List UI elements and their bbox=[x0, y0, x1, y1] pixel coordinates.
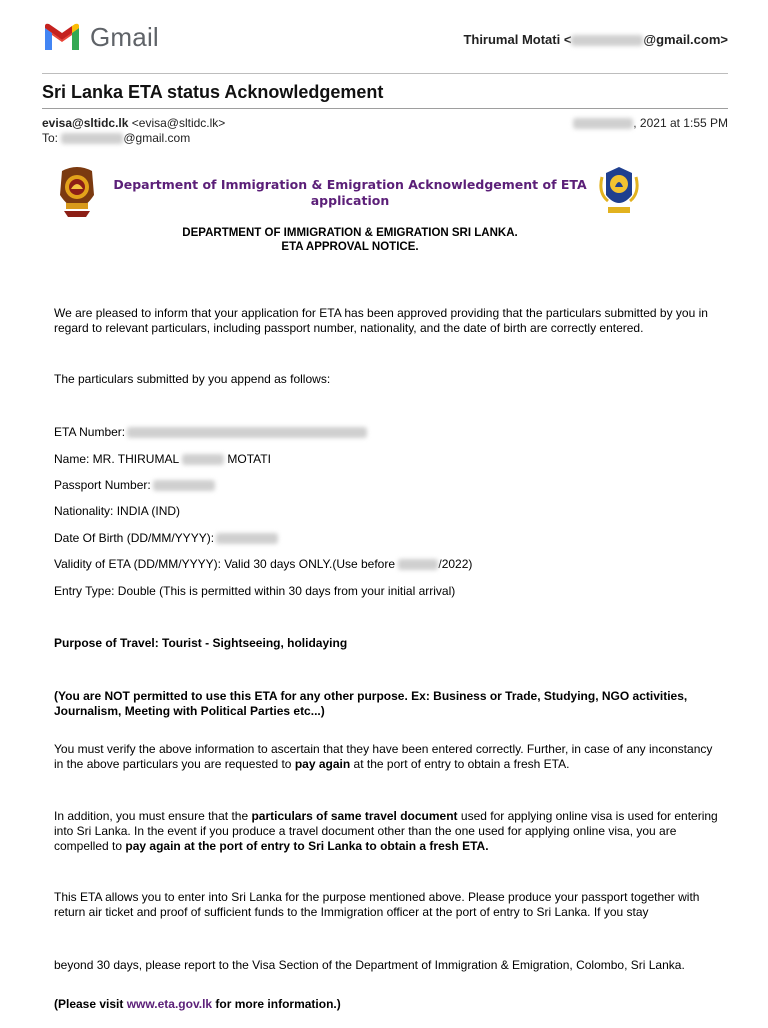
purpose-of-travel: Purpose of Travel: Tourist - Sightseeing, holidaying bbox=[54, 636, 348, 650]
allows-paragraph: This ETA allows you to enter into Sri Lanka for the purpose mentioned above. Please produce your passport together with return air ticket and proof of sufficient funds to the Immigration officer at the port of entry to Sri Lanka. If you stay bbox=[54, 890, 700, 919]
recipient-suffix: @gmail.com bbox=[123, 131, 191, 145]
redacted-dob bbox=[216, 533, 278, 544]
email-date bbox=[573, 116, 728, 130]
gmail-logo-icon bbox=[42, 22, 82, 52]
name-row bbox=[54, 452, 271, 467]
verify-paragraph bbox=[54, 742, 719, 772]
passport-row bbox=[54, 478, 215, 493]
addition-bold: particulars of same travel document bbox=[251, 809, 458, 823]
redacted-passport bbox=[153, 480, 215, 491]
dob-row bbox=[54, 531, 278, 546]
notice-line-2: ETA APPROVAL NOTICE. bbox=[281, 241, 419, 253]
addition-paragraph bbox=[54, 809, 719, 854]
approval-notice-heading bbox=[105, 226, 595, 254]
date-suffix: , 2021 at 1:55 PM bbox=[633, 116, 728, 130]
dob-label: Date Of Birth (DD/MM/YYYY): bbox=[54, 531, 215, 545]
redacted-validity-date bbox=[398, 559, 438, 570]
eta-number-row bbox=[54, 425, 367, 440]
sender-line bbox=[42, 116, 225, 130]
validity-suffix: /2022) bbox=[438, 557, 473, 571]
validity-label: Validity of ETA (DD/MM/YYYY): Valid 30 days ONLY.(Use before bbox=[54, 557, 396, 571]
redacted-recipient bbox=[61, 133, 123, 144]
particulars-intro: The particulars submitted by you append as follows: bbox=[54, 372, 331, 386]
notice-line-1: DEPARTMENT OF IMMIGRATION & EMIGRATION SRI LANKA. bbox=[182, 227, 518, 239]
verify-text: You must verify the above information to ascertain that they have been entered correctly. Further, in case of any inconstancy in the above particulars you are requested to bbox=[54, 742, 713, 771]
entry-type-row: Entry Type: Double (This is permitted within 30 days from your initial arrival) bbox=[54, 584, 456, 598]
addition-text: In addition, you must ensure that the bbox=[54, 809, 249, 823]
validity-row bbox=[54, 557, 472, 572]
verify-bold: pay again bbox=[294, 757, 351, 771]
redacted-middle-name bbox=[182, 454, 224, 465]
account-name: Thirumal Motati < bbox=[463, 32, 572, 47]
sender-name: evisa@sltidc.lk bbox=[42, 116, 129, 130]
passport-label: Passport Number: bbox=[54, 478, 151, 492]
email-subject: Sri Lanka ETA status Acknowledgement bbox=[42, 82, 384, 102]
visit-prefix: (Please visit bbox=[54, 997, 124, 1011]
subject-divider bbox=[42, 108, 728, 109]
nationality-row: Nationality: INDIA (IND) bbox=[54, 504, 181, 518]
department-title: Department of Immigration & Emigration Acknowledgement of ETA application bbox=[113, 177, 587, 208]
beyond-paragraph: beyond 30 days, please report to the Visa Section of the Department of Immigration & Emigration, Colombo, Sri Lanka. bbox=[54, 958, 685, 972]
sender-address: <evisa@sltidc.lk> bbox=[131, 116, 226, 130]
sri-lanka-emblem-icon bbox=[56, 165, 98, 219]
header-divider bbox=[42, 73, 728, 74]
name-last: MOTATI bbox=[227, 452, 271, 466]
name-label: Name: MR. THIRUMAL bbox=[54, 452, 179, 466]
addition-bold-2: pay again at the port of entry to Sri Lanka to obtain a fresh ETA. bbox=[125, 839, 489, 853]
account-email-suffix: @gmail.com> bbox=[643, 32, 728, 47]
approval-paragraph: We are pleased to inform that your application for ETA has been approved providing that the particulars submitted by you in regard to relevant particulars, including passport number, nationality, and the date of birth are correctly entered. bbox=[54, 306, 708, 335]
account-label bbox=[463, 32, 728, 47]
redacted-eta-number bbox=[127, 427, 367, 438]
not-permitted-warning: (You are NOT permitted to use this ETA for any other purpose. Ex: Business or Trade, Studying, NGO activities, Journalism, Meeting with Political Parties etc...) bbox=[54, 689, 688, 718]
to-label: To: bbox=[42, 131, 59, 145]
redacted-date bbox=[573, 118, 633, 129]
visit-line bbox=[54, 997, 341, 1012]
verify-end: at the port of entry to obtain a fresh ETA. bbox=[353, 757, 570, 771]
eta-number-label: ETA Number: bbox=[54, 425, 126, 439]
app-name: Gmail bbox=[90, 22, 159, 52]
addition-mid: used for applying online visa is used for entering into Sri Lanka. In the event if you produce a travel document other than the one used for applying online visa, you are compelled to bbox=[54, 809, 718, 853]
redacted-email bbox=[571, 35, 643, 46]
immigration-crest-icon bbox=[598, 165, 640, 219]
eta-website-link[interactable]: www.eta.gov.lk bbox=[126, 997, 213, 1011]
visit-suffix: for more information.) bbox=[215, 997, 341, 1011]
recipient-line bbox=[42, 131, 190, 145]
